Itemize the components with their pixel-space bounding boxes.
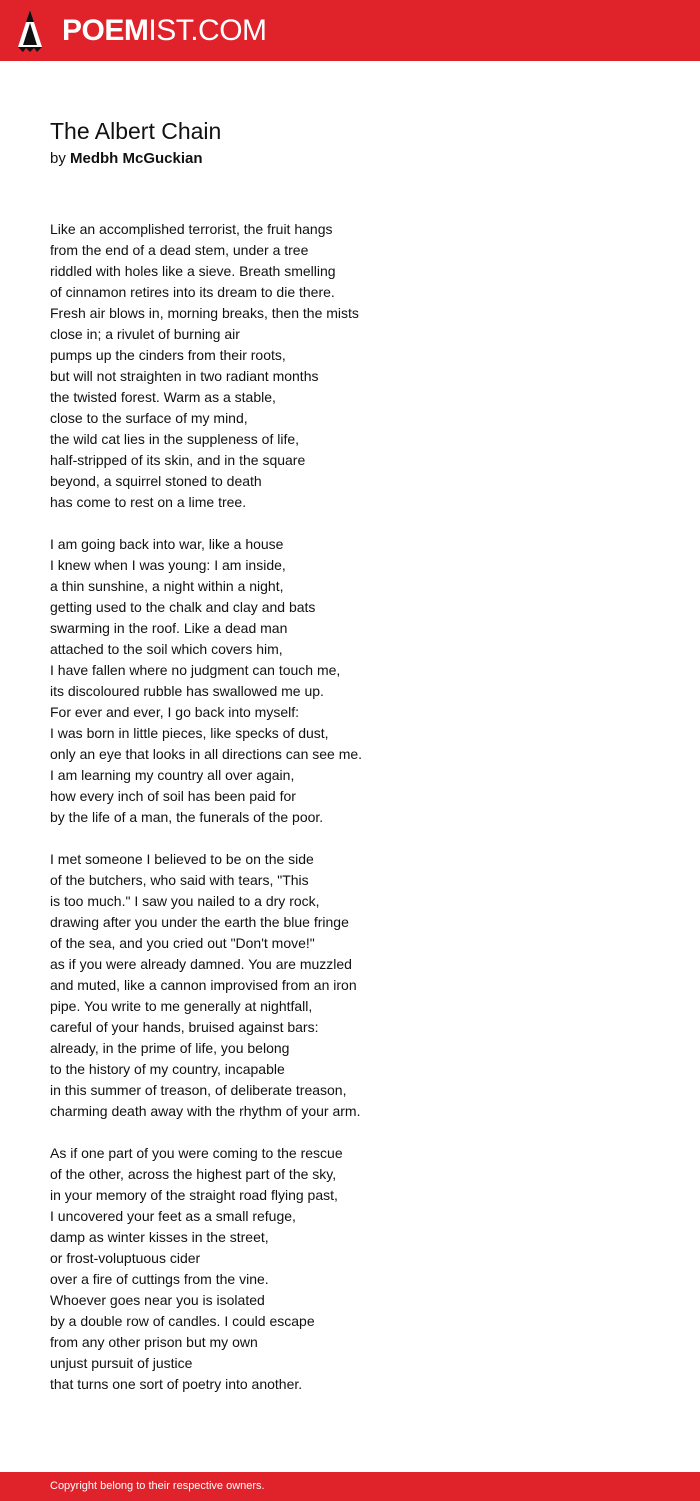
poem-line: careful of your hands, bruised against bars: — [50, 1019, 319, 1035]
poem-line: has come to rest on a lime tree. — [50, 494, 247, 510]
poem-line: how every inch of soil has been paid for — [50, 788, 296, 804]
poem-title: The Albert Chain — [50, 118, 222, 144]
site-logo[interactable] — [62, 13, 267, 49]
poem-line: charming death away with the rhythm of your arm. — [50, 1103, 361, 1119]
site-footer — [0, 1472, 700, 1501]
poem-line: or frost-voluptuous cider — [50, 1250, 201, 1266]
by-label: by — [50, 150, 66, 167]
poem-line: from any other prison but my own — [50, 1334, 258, 1350]
poem-line: a thin sunshine, a night within a night, — [50, 578, 284, 594]
logo-strong-text: POEM — [62, 14, 149, 47]
poem-line: of the other, across the highest part of the sky, — [50, 1166, 337, 1182]
stanza — [50, 1143, 650, 1395]
poem-line: I am learning my country all over again, — [50, 767, 295, 783]
poem-line: that turns one sort of poetry into another. — [50, 1376, 303, 1392]
pencil-tip-icon[interactable] — [17, 9, 43, 53]
poem-line: of cinnamon retires into its dream to die there. — [50, 284, 335, 300]
poem-line: Like an accomplished terrorist, the fruit hangs — [50, 221, 333, 237]
poem-line: only an eye that looks in all directions can see me. — [50, 746, 363, 762]
poem-line: pipe. You write to me generally at nightfall, — [50, 998, 313, 1014]
poem-line: I met someone I believed to be on the side — [50, 851, 314, 867]
poem-line: and muted, like a cannon improvised from an iron — [50, 977, 357, 993]
logo-light-text: IST.COM — [148, 14, 267, 47]
poem-line: For ever and ever, I go back into myself: — [50, 704, 300, 720]
poem-line: but will not straighten in two radiant months — [50, 368, 319, 384]
copyright-text: Copyright belong to their respective owners. — [50, 1480, 265, 1492]
poem-line: beyond, a squirrel stoned to death — [50, 473, 262, 489]
poem-line: its discoloured rubble has swallowed me up. — [50, 683, 324, 699]
author-name: Medbh McGuckian — [70, 150, 203, 167]
poem-line: riddled with holes like a sieve. Breath smelling — [50, 263, 336, 279]
poem-line: in this summer of treason, of deliberate treason, — [50, 1082, 347, 1098]
byline — [50, 149, 203, 169]
poem-line: I knew when I was young: I am inside, — [50, 557, 286, 573]
poem-line: damp as winter kisses in the street, — [50, 1229, 269, 1245]
poem-line: from the end of a dead stem, under a tree — [50, 242, 309, 258]
poem-line: drawing after you under the earth the blue fringe — [50, 914, 349, 930]
poem-line: I am going back into war, like a house — [50, 536, 284, 552]
poem-line: over a fire of cuttings from the vine. — [50, 1271, 269, 1287]
poem-line: unjust pursuit of justice — [50, 1355, 193, 1371]
poem-line: to the history of my country, incapable — [50, 1061, 285, 1077]
stanza — [50, 219, 650, 513]
poem-line: close in; a rivulet of burning air — [50, 326, 240, 342]
poem-line: is too much." I saw you nailed to a dry rock, — [50, 893, 320, 909]
poem-line: getting used to the chalk and clay and bats — [50, 599, 316, 615]
poem-line: by a double row of candles. I could escape — [50, 1313, 315, 1329]
site-header — [0, 0, 700, 61]
poem-line: I have fallen where no judgment can touch me, — [50, 662, 341, 678]
poem-line: pumps up the cinders from their roots, — [50, 347, 286, 363]
stanza — [50, 534, 650, 828]
poem-line: Whoever goes near you is isolated — [50, 1292, 265, 1308]
poem-line: close to the surface of my mind, — [50, 410, 248, 426]
poem-line: of the sea, and you cried out "Don't move!" — [50, 935, 315, 951]
poem-line: half-stripped of its skin, and in the square — [50, 452, 306, 468]
stanza — [50, 849, 650, 1122]
poem-line: Fresh air blows in, morning breaks, then the mists — [50, 305, 359, 321]
poem-line: As if one part of you were coming to the rescue — [50, 1145, 343, 1161]
poem-line: the twisted forest. Warm as a stable, — [50, 389, 276, 405]
poem-line: I uncovered your feet as a small refuge, — [50, 1208, 296, 1224]
poem-line: already, in the prime of life, you belong — [50, 1040, 290, 1056]
poem-body — [50, 219, 650, 1416]
poem-line: by the life of a man, the funerals of the poor. — [50, 809, 324, 825]
poem-line: in your memory of the straight road flying past, — [50, 1187, 338, 1203]
poem-line: I was born in little pieces, like specks of dust, — [50, 725, 329, 741]
poem-line: of the butchers, who said with tears, "This — [50, 872, 309, 888]
poem-line: as if you were already damned. You are muzzled — [50, 956, 352, 972]
poem-line: the wild cat lies in the suppleness of life, — [50, 431, 300, 447]
poem-line: swarming in the roof. Like a dead man — [50, 620, 288, 636]
poem-line: attached to the soil which covers him, — [50, 641, 283, 657]
